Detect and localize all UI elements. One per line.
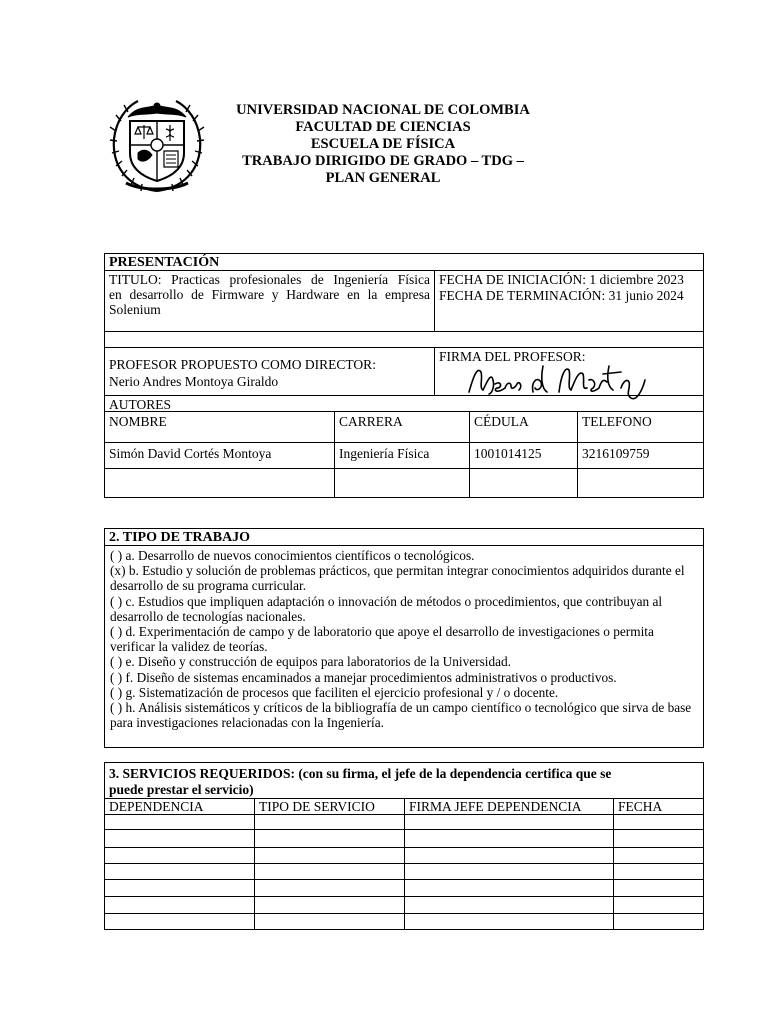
firma-label: FIRMA DEL PROFESOR:	[439, 349, 586, 364]
col-tipo-servicio: TIPO DE SERVICIO	[259, 799, 375, 814]
option-a: ( ) a. Desarrollo de nuevos conocimientos científicos o tecnológicos.	[110, 548, 475, 563]
tipo-trabajo-section	[104, 528, 704, 748]
col-telefono: TELEFONO	[582, 414, 652, 429]
director-label: PROFESOR PROPUESTO COMO DIRECTOR:	[109, 357, 376, 372]
servicios-heading-line-1: 3. SERVICIOS REQUERIDOS: (con su firma, el jefe de la dependencia certifica que se	[109, 766, 612, 781]
col-fecha: FECHA	[618, 799, 663, 814]
option-f: ( ) f. Diseño de sistemas encaminados a manejar procedimientos administrativos o productivos.	[110, 669, 617, 685]
tipo-trabajo-heading: 2. TIPO DE TRABAJO	[109, 530, 251, 545]
col-nombre: NOMBRE	[109, 414, 167, 429]
header-school: ESCUELA DE FÍSICA	[310, 136, 456, 152]
fecha-terminacion: FECHA DE TERMINACIÓN: 31 junio 2024	[439, 288, 684, 303]
header-program: TRABAJO DIRIGIDO DE GRADO – TDG –	[242, 153, 524, 169]
option-e: ( ) e. Diseño y construcción de equipos para laboratorios de la Universidad.	[110, 654, 511, 670]
titulo-line-3: Solenium	[109, 302, 161, 317]
director-name: Nerio Andres Montoya Giraldo	[109, 374, 279, 389]
presentacion-section	[104, 253, 704, 498]
servicios-heading-line-2: puede prestar el servicio)	[109, 782, 254, 797]
author-cedula: 1001014125	[474, 446, 542, 461]
option-c: ( ) c. Estudios que impliquen adaptación o innovación de métodos o procedimientos, que contribuyan al desarrollo de tecnologías nacionales.	[110, 593, 663, 624]
autores-label: AUTORES	[109, 397, 172, 412]
professor-signature	[461, 358, 651, 402]
header-faculty: FACULTAD DE CIENCIAS	[295, 119, 471, 135]
col-firma-jefe: FIRMA JEFE DEPENDENCIA	[409, 799, 582, 814]
col-dependencia: DEPENDENCIA	[109, 799, 204, 814]
titulo-line-2: en desarrollo de Firmware y Hardware en la empresa	[109, 287, 430, 302]
header-plan: PLAN GENERAL	[325, 170, 441, 186]
col-cedula: CÉDULA	[474, 414, 529, 429]
col-carrera: CARRERA	[339, 414, 403, 429]
presentacion-heading: PRESENTACIÓN	[109, 255, 220, 270]
servicios-section	[104, 762, 704, 930]
author-carrera: Ingeniería Física	[339, 446, 430, 461]
author-telefono: 3216109759	[582, 446, 650, 461]
author-nombre: Simón David Cortés Montoya	[109, 446, 272, 461]
option-b: (x) b. Estudio y solución de problemas prácticos, que permitan integrar conocimientos adquiridos durante el desarrollo de su programa curricular.	[110, 563, 685, 594]
option-g: ( ) g. Sistematización de procesos que faciliten el ejercicio profesional y / o docente.	[110, 684, 559, 700]
document-header	[205, 102, 561, 187]
header-university: UNIVERSIDAD NACIONAL DE COLOMBIA	[236, 102, 530, 118]
university-seal-icon	[108, 95, 206, 197]
option-h: ( ) h. Análisis sistemáticos y críticos de la bibliografía de un campo científico o tecnológico que sirva de base para investigaciones relacionadas con la Ingeniería.	[110, 700, 692, 731]
tipo-trabajo-options	[110, 548, 700, 730]
option-d: ( ) d. Experimentación de campo y de laboratorio que apoye el desarrollo de investigaciones o permita verificar la validez de teorías.	[110, 624, 654, 655]
titulo-line-1: TITULO: Practicas profesionales de Ingeniería Física	[109, 272, 430, 287]
fecha-iniciacion: FECHA DE INICIACIÓN: 1 diciembre 2023	[439, 272, 684, 287]
